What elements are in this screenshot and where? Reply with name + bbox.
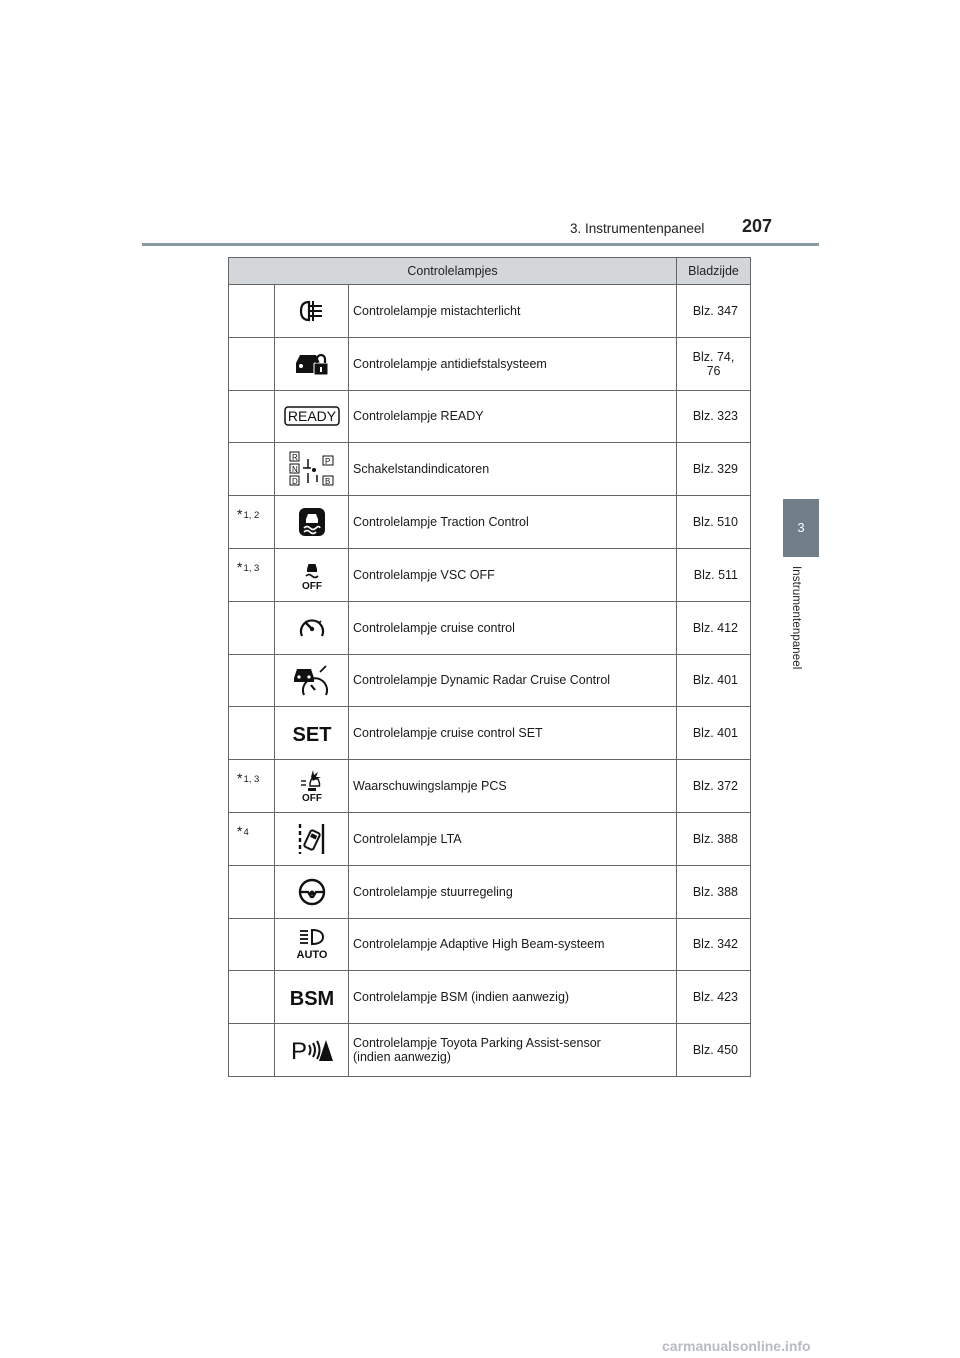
- footnote-mark-cell: [229, 548, 275, 601]
- cruise-control-icon: [275, 601, 349, 654]
- indicator-description: Controlelampje Toyota Parking Assist-sensor (indien aanwezig): [349, 1024, 677, 1077]
- pcs-off-icon: [275, 760, 349, 813]
- table-row: [229, 971, 751, 1024]
- page-reference: Blz. 412: [677, 601, 751, 654]
- indicator-table: [228, 257, 751, 1077]
- page-reference: Blz. 388: [677, 812, 751, 865]
- page-reference: Blz. 347: [677, 285, 751, 338]
- column-header-page: Bladzijde: [677, 258, 751, 285]
- table-row: [229, 496, 751, 549]
- indicator-description: Controlelampje cruise control SET: [349, 707, 677, 760]
- svg-text:READY: READY: [287, 408, 336, 425]
- indicator-description: Controlelampje Dynamic Radar Cruise Control: [349, 654, 677, 707]
- table-row: [229, 812, 751, 865]
- footnote-mark: *$^{1, 3}$: [237, 558, 260, 575]
- indicator-description: Waarschuwingslampje PCS: [349, 760, 677, 813]
- footnote-mark-cell: [229, 337, 275, 390]
- svg-text:OFF: OFF: [301, 793, 322, 804]
- page-reference: Blz. 401: [677, 707, 751, 760]
- page-number: 207: [742, 216, 773, 236]
- table-row: [229, 390, 751, 443]
- steering-icon: [275, 865, 349, 918]
- footnote-mark-cell: [229, 601, 275, 654]
- indicator-description: Controlelampje READY: [349, 390, 677, 443]
- anti-theft-icon: [275, 337, 349, 390]
- rear-fog-icon: [275, 285, 349, 338]
- indicator-description: Schakelstandindicatoren: [349, 443, 677, 496]
- footnote-mark: *$^{1, 2}$: [237, 506, 260, 523]
- radar-cruise-icon: [275, 654, 349, 707]
- page-reference: Blz. 423: [677, 971, 751, 1024]
- page-reference: Blz. 388: [677, 865, 751, 918]
- footnote-mark-cell: [229, 285, 275, 338]
- table-header-row: [229, 258, 751, 285]
- shift-position-icon: [275, 443, 349, 496]
- indicator-description: Controlelampje BSM (indien aanwezig): [349, 971, 677, 1024]
- page-reference: Blz. 510: [677, 496, 751, 549]
- header-divider: [142, 243, 819, 246]
- svg-text:R: R: [291, 453, 298, 463]
- svg-text:OFF: OFF: [301, 580, 322, 592]
- ready-icon: [275, 390, 349, 443]
- table-row: [229, 443, 751, 496]
- page-reference: Blz. 511: [677, 548, 751, 601]
- footnote-mark: *$^{1, 3}$: [237, 770, 260, 787]
- svg-text:SET: SET: [292, 724, 331, 745]
- table-row: [229, 707, 751, 760]
- watermark: carmanualsonline.info: [662, 1338, 811, 1354]
- svg-text:D: D: [291, 477, 298, 487]
- chapter-label: Instrumentenpaneel: [790, 566, 802, 670]
- footnote-mark-cell: [229, 812, 275, 865]
- footnote-mark-cell: [229, 865, 275, 918]
- indicator-description: Controlelampje cruise control: [349, 601, 677, 654]
- svg-text:B: B: [324, 477, 330, 487]
- indicator-description: Controlelampje stuurregeling: [349, 865, 677, 918]
- table-row: [229, 1024, 751, 1077]
- parking-assist-icon: [275, 1024, 349, 1077]
- svg-text:P: P: [324, 457, 330, 467]
- indicator-description: Controlelampje antidiefstalsysteem: [349, 337, 677, 390]
- traction-control-icon: [275, 496, 349, 549]
- footnote-mark-cell: [229, 1024, 275, 1077]
- auto-high-beam-icon: [275, 918, 349, 971]
- page-reference: Blz. 401: [677, 654, 751, 707]
- footnote-mark-cell: [229, 496, 275, 549]
- footnote-mark-cell: [229, 707, 275, 760]
- column-header-indicators: Controlelampjes: [229, 258, 677, 285]
- table-row: [229, 760, 751, 813]
- indicator-description: Controlelampje VSC OFF: [349, 548, 677, 601]
- table-row: [229, 337, 751, 390]
- table-row: [229, 548, 751, 601]
- bsm-icon: [275, 971, 349, 1024]
- indicator-description: Controlelampje mistachterlicht: [349, 285, 677, 338]
- page-reference: Blz. 342: [677, 918, 751, 971]
- page-reference: Blz. 372: [677, 760, 751, 813]
- table-row: [229, 918, 751, 971]
- svg-text:AUTO: AUTO: [296, 949, 327, 961]
- page-reference: Blz. 74, 76: [677, 337, 751, 390]
- indicator-description: Controlelampje Traction Control: [349, 496, 677, 549]
- footnote-mark-cell: [229, 390, 275, 443]
- page-reference: Blz. 450: [677, 1024, 751, 1077]
- footnote-mark-cell: [229, 971, 275, 1024]
- vsc-off-icon: [275, 548, 349, 601]
- footnote-mark-cell: [229, 760, 275, 813]
- table-row: [229, 285, 751, 338]
- table-row: [229, 654, 751, 707]
- svg-text:N: N: [291, 465, 298, 475]
- indicator-description: Controlelampje Adaptive High Beam-systeem: [349, 918, 677, 971]
- svg-text:P: P: [290, 1038, 307, 1064]
- set-icon: [275, 707, 349, 760]
- footnote-mark-cell: [229, 654, 275, 707]
- svg-text:BSM: BSM: [289, 988, 334, 1009]
- table-row: [229, 601, 751, 654]
- footnote-mark: *$^4$: [237, 822, 249, 839]
- chapter-tab: 3: [783, 499, 819, 557]
- footnote-mark-cell: [229, 918, 275, 971]
- page-reference: Blz. 329: [677, 443, 751, 496]
- section-title: 3. Instrumentenpaneel: [570, 221, 705, 236]
- page-reference: Blz. 323: [677, 390, 751, 443]
- lta-icon: [275, 812, 349, 865]
- indicator-description: Controlelampje LTA: [349, 812, 677, 865]
- footnote-mark-cell: [229, 443, 275, 496]
- table-row: [229, 865, 751, 918]
